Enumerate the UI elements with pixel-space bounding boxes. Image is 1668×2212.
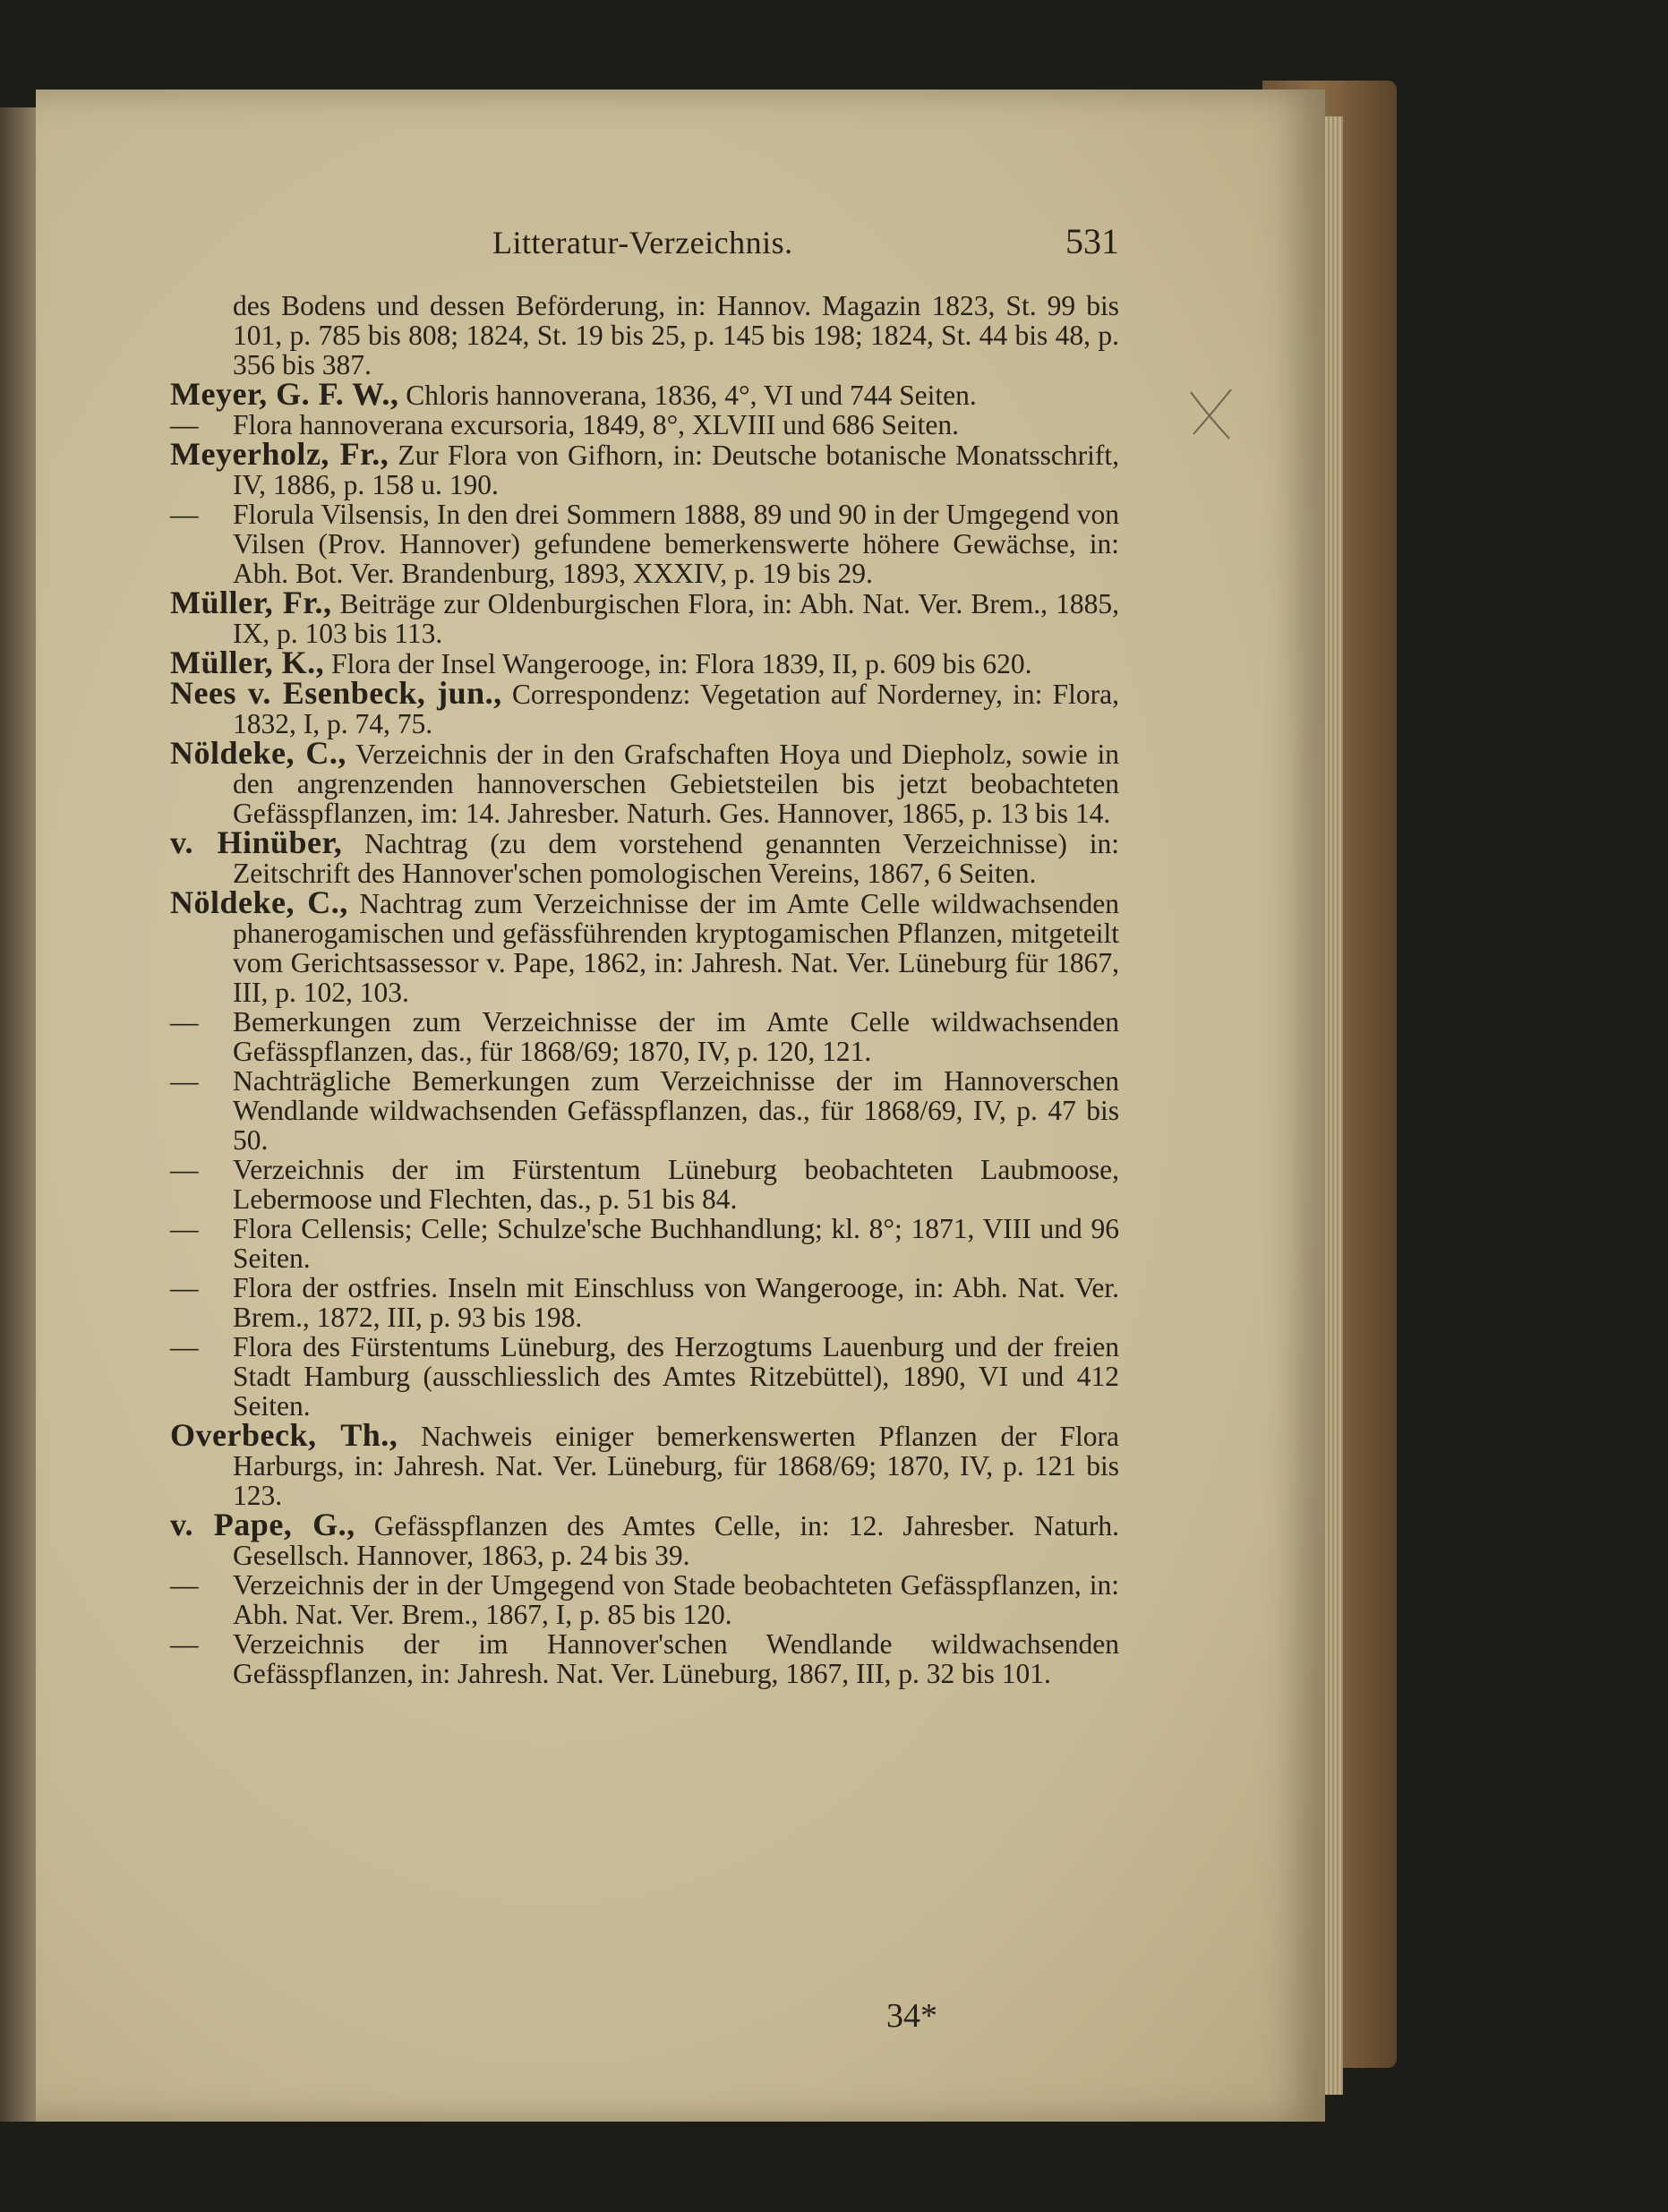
bibliography-entry xyxy=(170,1570,1119,1629)
bibliography-entry xyxy=(170,824,1119,889)
entry-author: v. Pape, G., xyxy=(170,1507,355,1542)
entry-text: Correspondenz: Vegetation auf Norderney, in: Flora, 1832, I, p. 74, 75. xyxy=(233,679,1119,739)
bibliography-entry xyxy=(170,1507,1119,1571)
page-number: 531 xyxy=(1065,221,1119,261)
bibliography-entry xyxy=(170,1273,1119,1332)
entry-author: Overbeck, Th., xyxy=(170,1417,398,1453)
scan-background xyxy=(0,0,1668,90)
bibliography-entry xyxy=(170,1066,1119,1155)
repeat-author-dash: — xyxy=(170,1331,199,1362)
entry-text: Florula Vilsensis, In den drei Sommern 1888, 89 und 90 in der Umgegend von Vilsen (Prov. Hannover) gefundene bemerkenswerte höhere Gewächse, in: Abh. Bot. Ver. Brandenburg, 1893, XXXIV, p. 19 bis 29. xyxy=(233,499,1119,589)
entry-text: Verzeichnis der im Fürstentum Lüneburg beobachteten Laubmoose, Lebermoose und Flechten, das., p. 51 bis 84. xyxy=(233,1154,1119,1215)
repeat-author-dash: — xyxy=(170,1272,199,1303)
repeat-author-dash: — xyxy=(170,1154,199,1185)
repeat-author-dash: — xyxy=(170,1213,199,1244)
bibliography-entry xyxy=(170,645,1119,680)
bibliography-entry xyxy=(170,1629,1119,1688)
entry-text: Flora Cellensis; Celle; Schulze'sche Buchhandlung; kl. 8°; 1871, VIII und 96 Seiten. xyxy=(233,1213,1119,1274)
entry-text: Nachtrag zum Verzeichnisse der im Amte Celle wildwachsenden phanerogamischen und gefässführenden kryptogamischen Pflanzen, mitgeteilt vom Gerichtsassessor v. Pape, 1862, in: Jahresh. Nat. Ver. Lüneburg für 1867, III, p. 102, 103. xyxy=(233,888,1119,1008)
entry-text: Bemerkungen zum Verzeichnisse der im Amte Celle wildwachsenden Gefässpflanzen, das., für 1868/69; 1870, IV, p. 120, 121. xyxy=(233,1006,1119,1067)
bibliography-entry xyxy=(170,291,1119,380)
entry-author: Nees v. Esenbeck, jun., xyxy=(170,675,502,711)
bibliography-entry xyxy=(170,884,1119,1008)
pencil-x-mark-icon xyxy=(1186,385,1236,443)
entry-text: Verzeichnis der im Hannover'schen Wendlande wildwachsenden Gefässpflanzen, in: Jahresh. Nat. Ver. Lüneburg, 1867, III, p. 32 bis 101. xyxy=(233,1628,1119,1689)
entry-author: Meyerholz, Fr., xyxy=(170,436,389,472)
entry-author: Nöldeke, C., xyxy=(170,884,348,920)
bibliography-entry xyxy=(170,1214,1119,1273)
bibliography-entry xyxy=(170,436,1119,500)
entry-text: Verzeichnis der in den Grafschaften Hoya und Diepholz, sowie in den angrenzenden hannoverschen Gebietsteilen bis jetzt beobachteten Gefässpflanzen, im: 14. Jahresber. Naturh. Ges. Hannover, 1865, p. 13 bis 14. xyxy=(233,739,1120,829)
entry-text: Nachtrag (zu dem vorstehend genannten Verzeichnisse) in: Zeitschrift des Hannover'schen pomologischen Vereins, 1867, 6 Seiten. xyxy=(233,828,1119,889)
bibliography-entry xyxy=(170,500,1119,588)
entry-author: v. Hinüber, xyxy=(170,824,343,860)
entry-author: Meyer, G. F. W., xyxy=(170,376,399,412)
entry-text: Beiträge zur Oldenburgischen Flora, in: Abh. Nat. Ver. Brem., 1885, IX, p. 103 bis 113. xyxy=(233,588,1119,649)
bibliography-entry xyxy=(170,1417,1120,1511)
entry-text: Flora des Fürstentums Lüneburg, des Herzogtums Lauenburg und der freien Stadt Hamburg (ausschliesslich des Amtes Ritzebüttel), 1890, VI und 412 Seiten. xyxy=(233,1331,1119,1422)
entry-author: Müller, Fr., xyxy=(170,585,332,620)
repeat-author-dash: — xyxy=(170,1006,199,1038)
left-page-edge xyxy=(0,107,36,2122)
bibliography-entry xyxy=(170,376,1119,412)
entry-text: Verzeichnis der in der Umgegend von Stade beobachteten Gefässpflanzen, in: Abh. Nat. Ver. Brem., 1867, I, p. 85 bis 120. xyxy=(233,1569,1119,1630)
repeat-author-dash: — xyxy=(170,499,199,530)
running-title: Litteratur-Verzeichnis. xyxy=(492,225,793,260)
entry-text: Gefässpflanzen des Amtes Celle, in: 12. Jahresber. Naturh. Gesellsch. Hannover, 1863, p. 24 bis 39. xyxy=(233,1510,1119,1571)
repeat-author-dash: — xyxy=(170,1065,199,1097)
bibliography-entry xyxy=(170,1155,1119,1214)
entry-text: Zur Flora von Gifhorn, in: Deutsche botanische Monatsschrift, IV, 1886, p. 158 u. 190. xyxy=(233,440,1119,500)
repeat-author-dash: — xyxy=(170,1628,199,1660)
bibliography-list xyxy=(170,291,1119,1688)
entry-text: Flora hannoverana excursoria, 1849, 8°, XLVIII und 686 Seiten. xyxy=(233,409,959,440)
bibliography-entry xyxy=(170,1007,1119,1066)
bibliography-entry xyxy=(170,1332,1119,1421)
repeat-author-dash: — xyxy=(170,1569,199,1601)
entry-text: Flora der ostfries. Inseln mit Einschluss von Wangerooge, in: Abh. Nat. Ver. Brem., 1872, III, p. 93 bis 198. xyxy=(233,1272,1119,1333)
entry-author: Müller, K., xyxy=(170,645,325,680)
repeat-author-dash: — xyxy=(170,409,199,440)
entry-text: des Bodens und dessen Beförderung, in: Hannov. Magazin 1823, St. 99 bis 101, p. 785 bis 808; 1824, St. 19 bis 25, p. 145 bis 198; 1824, St. 44 bis 48, p. 356 bis 387. xyxy=(233,290,1119,380)
bibliography-entry xyxy=(170,675,1119,739)
entry-text: Flora der Insel Wangerooge, in: Flora 1839, II, p. 609 bis 620. xyxy=(324,648,1032,679)
bibliography-entry xyxy=(170,585,1119,649)
signature-mark: 34* xyxy=(886,1997,937,2035)
entry-text: Nachweis einiger bemerkenswerten Pflanzen der Flora Harburgs, in: Jahresh. Nat. Ver. Lüneburg, für 1868/69; 1870, IV, p. 121 bis 123. xyxy=(233,1421,1120,1511)
entry-text: Nachträgliche Bemerkungen zum Verzeichnisse der im Hannoverschen Wendlande wildwachsenden Gefässpflanzen, das., für 1868/69, IV, p. 47 bis 50. xyxy=(233,1065,1119,1156)
entry-author: Nöldeke, C., xyxy=(170,735,346,771)
page-header xyxy=(170,221,1119,278)
bibliography-entry xyxy=(170,735,1120,829)
entry-text: Chloris hannoverana, 1836, 4°, VI und 744 Seiten. xyxy=(398,380,977,411)
